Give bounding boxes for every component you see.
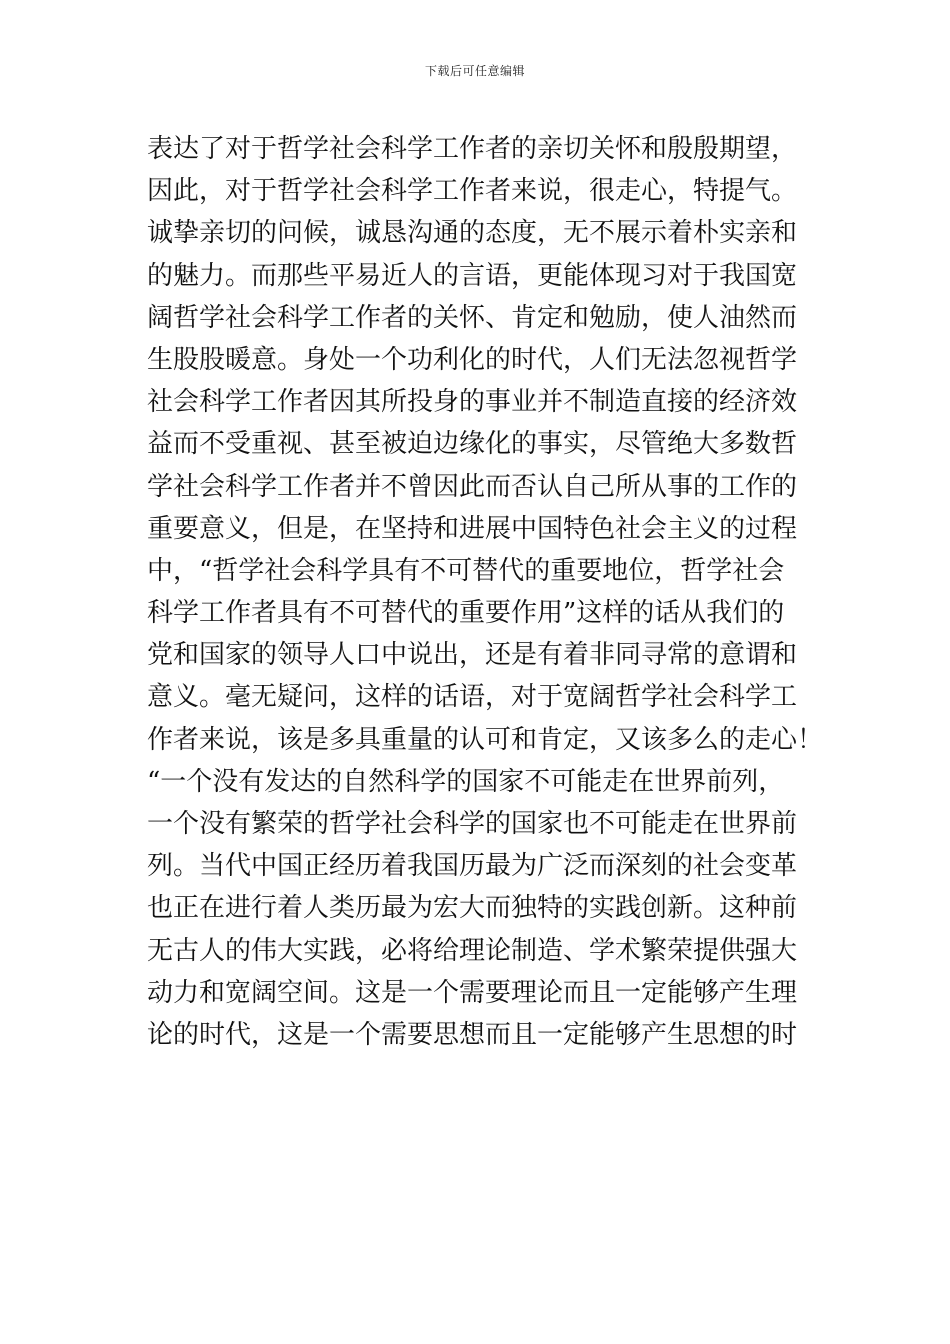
text-line: 表达了对于哲学社会科学工作者的亲切关怀和殷殷期望， xyxy=(147,134,798,164)
text-line: 动力和宽阔空间。这是一个需要理论而且一定能够产生理 xyxy=(147,977,798,1008)
text-line: 党和国家的领导人口中说出，还是有着非同寻常的意谓和 xyxy=(147,640,798,671)
text-line: 社会科学工作者因其所投身的事业并不制造直接的经济效 xyxy=(147,387,798,418)
text-line: 无古人的伟大实践，必将给理论制造、学术繁荣提供强大 xyxy=(147,935,798,966)
text-line: 意义。毫无疑问，这样的话语，对于宽阔哲学社会科学工 xyxy=(147,682,798,713)
text-line: 中，“哲学社会科学具有不可替代的重要地位，哲学社会 xyxy=(147,555,785,586)
text-line: 重要意义，但是，在坚持和进展中国特色社会主义的过程 xyxy=(147,513,798,544)
text-line: 因此，对于哲学社会科学工作者来说，很走心，特提气。 xyxy=(147,176,798,207)
text-line: 诚挚亲切的问候，诚恳沟通的态度，无不展示着朴实亲和 xyxy=(147,218,798,249)
text-line: 作者来说，该是多具重量的认可和肯定，又该多么的走心！ xyxy=(147,724,824,755)
body-paragraph xyxy=(147,128,824,1056)
text-line: “一个没有发达的自然科学的国家不可能走在世界前列， xyxy=(147,766,785,797)
text-line: 益而不受重视、甚至被迫边缘化的事实，尽管绝大多数哲 xyxy=(147,429,798,460)
text-line: 阔哲学社会科学工作者的关怀、肯定和勉励，使人油然而 xyxy=(147,302,798,333)
page-header: 下载后可任意编辑 xyxy=(424,64,525,78)
text-line: 的魅力。而那些平易近人的言语，更能体现习对于我国宽 xyxy=(147,260,798,291)
text-line: 生股股暖意。身处一个功利化的时代，人们无法忽视哲学 xyxy=(147,344,798,375)
text-line: 学社会科学工作者并不曾因此而否认自己所从事的工作的 xyxy=(147,471,798,502)
text-line: 列。当代中国正经历着我国历最为广泛而深刻的社会变革 xyxy=(147,851,798,882)
text-line: 论的时代，这是一个需要思想而且一定能够产生思想的时 xyxy=(147,1019,798,1050)
text-line: 一个没有繁荣的哲学社会科学的国家也不可能走在世界前 xyxy=(147,809,798,839)
text-line: 也正在进行着人类历最为宏大而独特的实践创新。这种前 xyxy=(147,893,798,924)
text-line: 科学工作者具有不可替代的重要作用”这样的话从我们的 xyxy=(147,598,785,629)
